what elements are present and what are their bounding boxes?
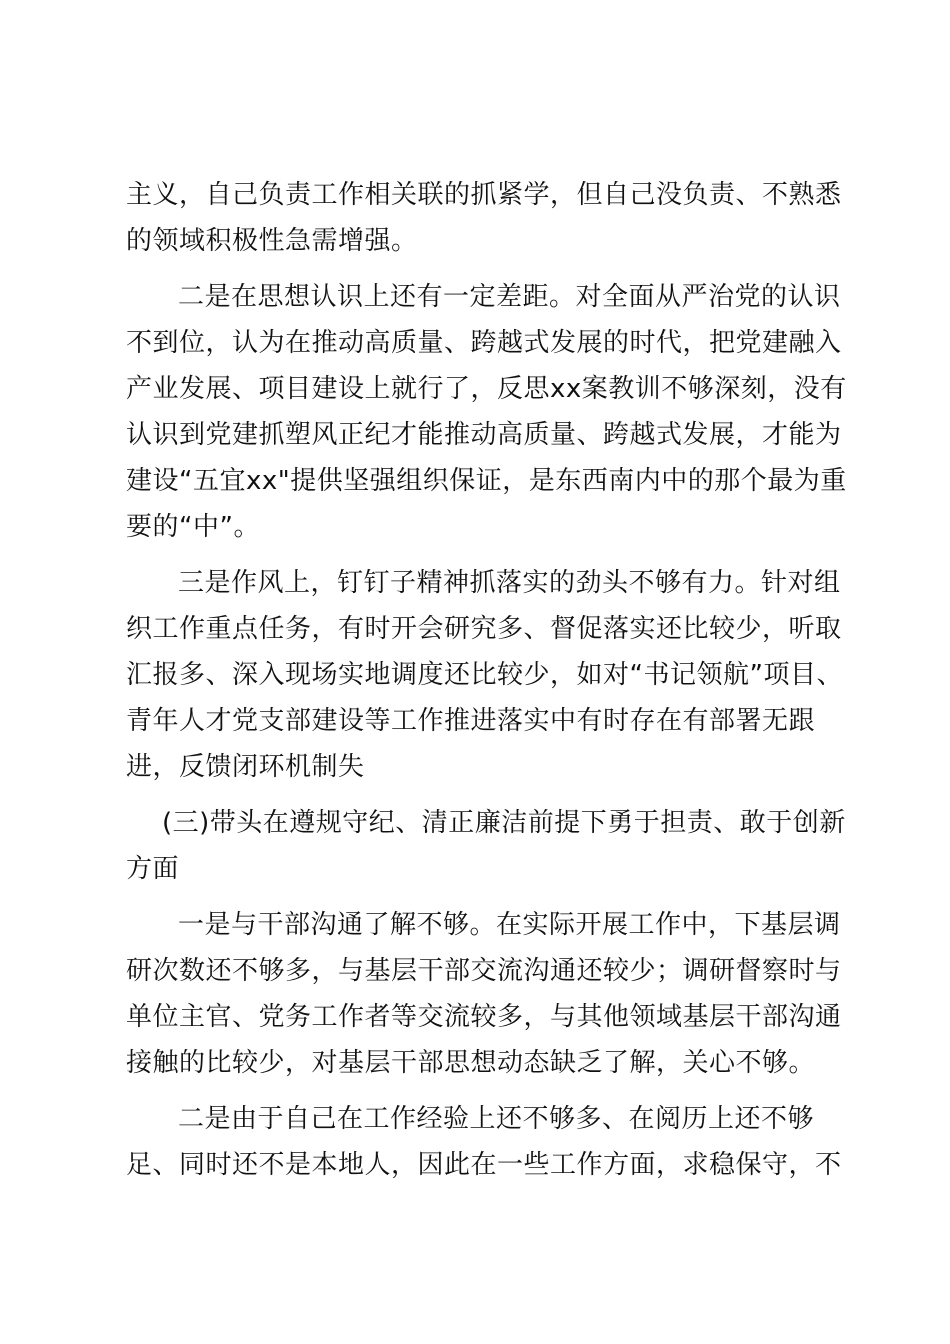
text-line: 产业发展、项目建设上就行了，反思xx案教训不够深刻，没有	[126, 374, 847, 404]
text-line: 要的“中”。	[126, 512, 260, 542]
text-line: 的领域积极性急需增强。	[126, 226, 418, 256]
text-line: 足、同时还不是本地人，因此在一些工作方面，求稳保守，不	[126, 1150, 842, 1180]
text-line: 织工作重点任务，有时开会研究多、督促落实还比较少，听取	[126, 614, 842, 644]
text-line: 不到位，认为在推动高质量、跨越式发展的时代，把党建融入	[126, 328, 842, 358]
text-line: 建设“五宜xx"提供坚强组织保证，是东西南内中的那个最为重	[126, 466, 847, 496]
paragraph-start-line: 一是与干部沟通了解不够。在实际开展工作中，下基层调	[178, 910, 841, 940]
text-line: 接触的比较少，对基层干部思想动态缺乏了解，关心不够。	[126, 1048, 816, 1078]
text-line: 单位主官、党务工作者等交流较多，与其他领域基层干部沟通	[126, 1002, 842, 1032]
text-line: 研次数还不够多，与基层干部交流沟通还较少；调研督察时与	[126, 956, 842, 986]
text-line: 汇报多、深入现场实地调度还比较少，如对“书记领航”项目、	[126, 660, 843, 690]
paragraph-start-line: 二是由于自己在工作经验上还不够多、在阅历上还不够	[178, 1104, 815, 1134]
section-heading-line: 方面	[126, 854, 180, 884]
paragraph-start-line: 三是作风上，钉钉子精神抓落实的劲头不够有力。针对组	[178, 568, 841, 598]
paragraph-start-line: 二是在思想认识上还有一定差距。对全面从严治党的认识	[178, 282, 841, 312]
text-line: 青年人才党支部建设等工作推进落实中有时存在有部署无跟	[126, 706, 816, 736]
text-line: 主义，自己负责工作相关联的抓紧学，但自己没负责、不熟悉	[126, 180, 842, 210]
text-line: 认识到党建抓塑风正纪才能推动高质量、跨越式发展，才能为	[126, 420, 842, 450]
section-heading-line: (三)带头在遵规守纪、清正廉洁前提下勇于担责、敢于创新	[162, 808, 846, 838]
text-line: 进，反馈闭环机制失	[126, 752, 365, 782]
document-body	[126, 172, 846, 1188]
